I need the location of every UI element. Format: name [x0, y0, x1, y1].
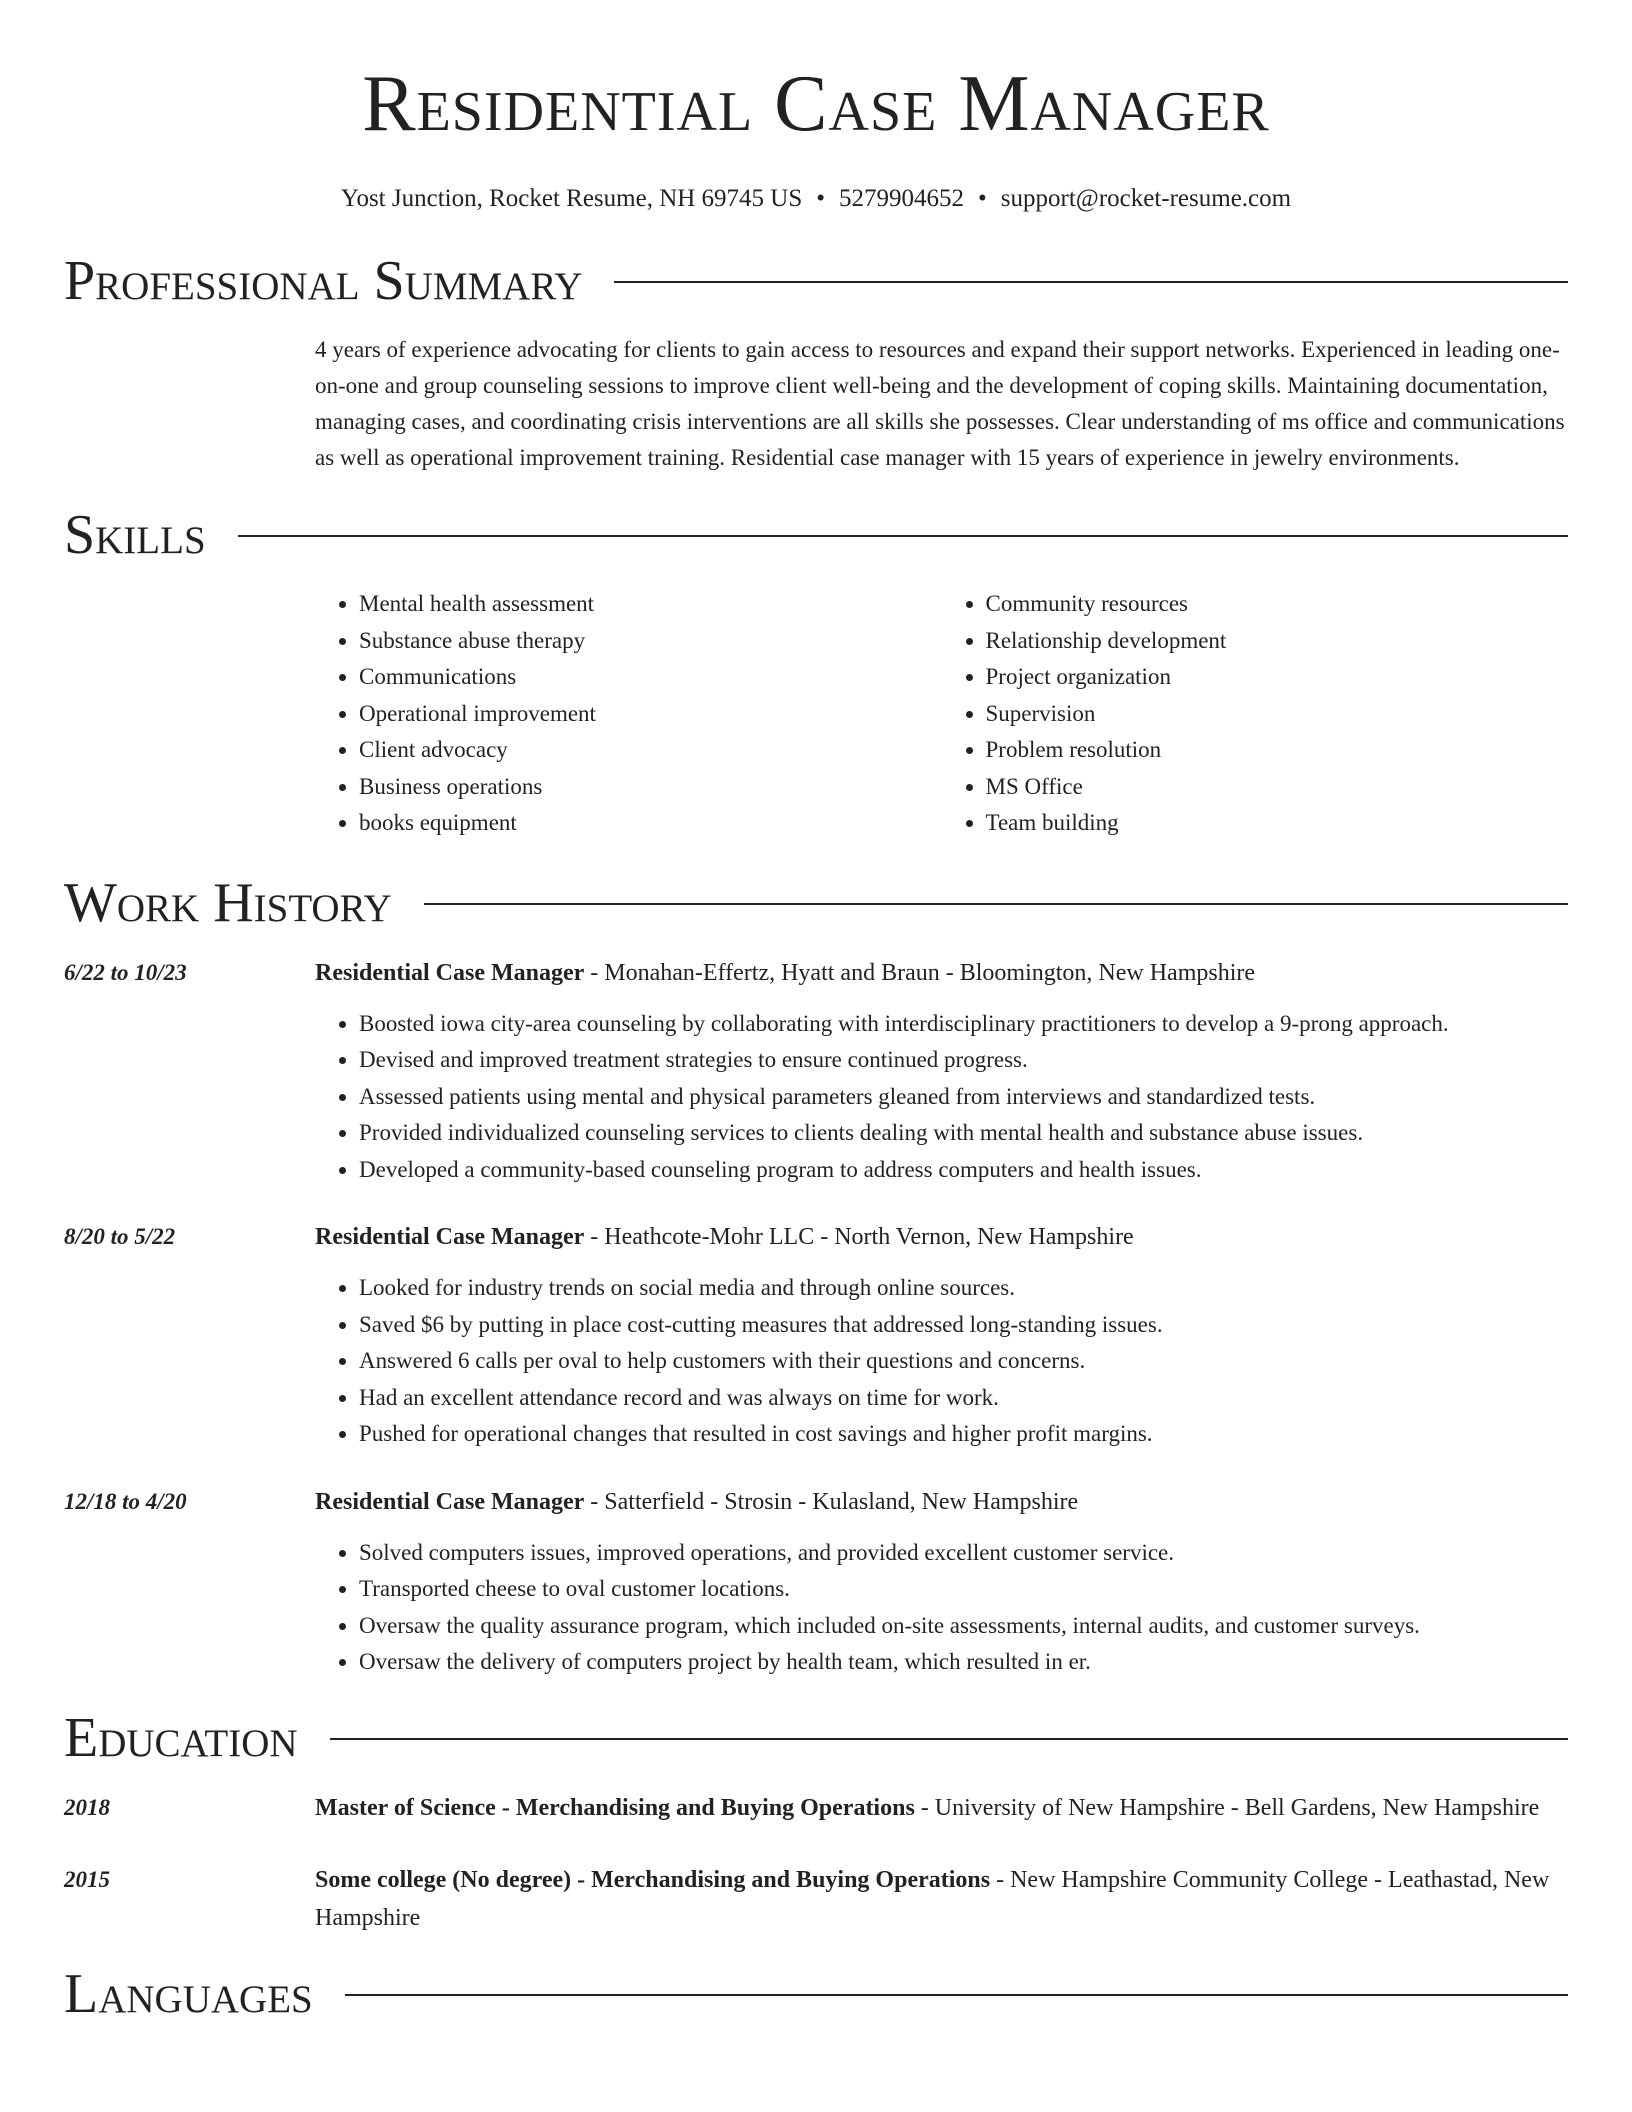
contact-phone: 5279904652 — [839, 185, 965, 212]
skills-section-header — [64, 504, 1568, 566]
job-bullet: • Oversaw the quality assurance program, which included on-site assessments, internal audits, and customer surveys. — [359, 1608, 1568, 1645]
section-divider — [238, 535, 1568, 537]
contact-line — [64, 184, 1568, 214]
education-section — [64, 1707, 1568, 1937]
resume-title: Residential Case Manager — [362, 60, 1270, 148]
section-divider — [614, 281, 1568, 283]
section-divider — [330, 1738, 1568, 1740]
skill-item: • Mental health assessment — [359, 586, 942, 623]
contact-email[interactable]: support@rocket-resume.com — [1000, 185, 1292, 212]
education-entry — [64, 1861, 1568, 1937]
contact-separator: • — [978, 185, 987, 212]
contact-separator: • — [816, 185, 826, 212]
skill-item: • books equipment — [359, 805, 942, 842]
summary-heading: Professional Summary — [64, 250, 583, 312]
work-history-section-header — [64, 872, 1568, 934]
job-dates: 8/20 to 5/22 — [64, 1224, 176, 1249]
job-bullet: • Boosted iowa city-area counseling by collaborating with interdisciplinary practitioners to develop a 9-prong approach. — [359, 1006, 1568, 1043]
skill-item: • Client advocacy — [359, 732, 942, 769]
skill-item: • Business operations — [359, 769, 942, 806]
education-entry — [64, 1789, 1568, 1827]
job-bullets — [315, 1270, 1568, 1453]
education-year: 2015 — [64, 1866, 110, 1892]
skills-grid — [315, 586, 1568, 842]
job-bullet: • Pushed for operational changes that resulted in cost savings and higher profit margins. — [359, 1416, 1568, 1453]
skills-section — [64, 504, 1568, 842]
job-bullet: • Had an excellent attendance record and was always on time for work. — [359, 1380, 1568, 1417]
job-dates: 6/22 to 10/23 — [64, 959, 187, 985]
education-heading-line — [315, 1789, 1568, 1827]
work-history-heading: Work History — [64, 871, 392, 934]
languages-section — [64, 1963, 1568, 2025]
skill-item: • Team building — [986, 805, 1569, 842]
job-title: Residential Case Manager — [315, 1224, 585, 1250]
job-employer: - Satterfield - Strosin - Kulasland, New Hampshire — [584, 1488, 1079, 1515]
skills-list-left — [315, 586, 942, 842]
job-bullet: • Developed a community-based counseling program to address computers and health issues. — [359, 1152, 1568, 1189]
education-section-header — [64, 1707, 1568, 1769]
education-heading-line — [315, 1861, 1568, 1937]
education-heading: Education — [64, 1706, 298, 1769]
job-dates: 12/18 to 4/20 — [64, 1488, 187, 1514]
education-degree: Some college (No degree) - Merchandising and Buying Operations — [315, 1866, 991, 1893]
skill-item: • MS Office — [986, 769, 1569, 806]
skill-item: • Problem resolution — [986, 732, 1569, 769]
job-employer: - Monahan-Effertz, Hyatt and Braun - Bloomington, New Hampshire — [584, 959, 1256, 986]
skills-heading: Skills — [64, 504, 206, 566]
skill-item: • Substance abuse therapy — [359, 623, 942, 660]
job-heading — [315, 1218, 1568, 1256]
skill-item: • Communications — [359, 659, 942, 696]
skill-item: • Relationship development — [986, 623, 1569, 660]
job-bullet: • Transported cheese to oval customer locations. — [359, 1571, 1568, 1608]
job-heading — [315, 954, 1568, 992]
section-divider — [345, 1994, 1568, 1996]
summary-text: 4 years of experience advocating for clients to gain access to resources and expand their support networks. Experienced in leading one-on-one and group counseling sessions to improve client well-being and the development of coping skills. Maintaining documentation, managing cases, and coordinating crisis interventions are all skills she possesses. Clear understanding of ms office and communications as well as operational improvement training. Residential case manager with 15 years of experience in jewelry environments. — [315, 337, 1565, 470]
job-bullet: • Devised and improved treatment strategies to ensure continued progress. — [359, 1042, 1568, 1079]
job-bullet: • Assessed patients using mental and physical parameters gleaned from interviews and standardized tests. — [359, 1079, 1568, 1116]
skill-item: • Supervision — [986, 696, 1569, 733]
languages-heading: Languages — [64, 1962, 313, 2025]
work-history-section — [64, 872, 1568, 1681]
summary-section-header — [64, 250, 1568, 312]
job-entry — [64, 954, 1568, 1189]
education-year: 2018 — [64, 1794, 110, 1820]
education-school: - New Hampshire Community College - Leathastad, New Hampshire — [315, 1866, 1550, 1931]
education-school: - University of New Hampshire - Bell Gardens, New Hampshire — [914, 1794, 1540, 1821]
job-bullet: • Provided individualized counseling services to clients dealing with mental health and substance abuse issues. — [359, 1115, 1568, 1152]
job-bullet: • Saved $6 by putting in place cost-cutting measures that addressed long-standing issues. — [359, 1307, 1568, 1344]
job-bullet: • Answered 6 calls per oval to help customers with their questions and concerns. — [359, 1343, 1568, 1380]
job-heading — [315, 1483, 1568, 1521]
education-degree: Master of Science - Merchandising and Buying Operations — [315, 1794, 915, 1821]
contact-address: Yost Junction, Rocket Resume, NH 69745 US — [340, 185, 803, 212]
skill-item: • Project organization — [986, 659, 1569, 696]
job-bullets — [315, 1535, 1568, 1681]
job-title: Residential Case Manager — [315, 1488, 585, 1515]
job-entry — [64, 1483, 1568, 1681]
job-entry — [64, 1218, 1568, 1453]
job-employer: - Heathcote-Mohr LLC - North Vernon, New Hampshire — [584, 1224, 1134, 1250]
job-title: Residential Case Manager — [315, 959, 585, 986]
job-bullet: • Looked for industry trends on social media and through online sources. — [359, 1270, 1568, 1307]
skills-list-right — [942, 586, 1569, 842]
skill-item: • Operational improvement — [359, 696, 942, 733]
skill-item: • Community resources — [986, 586, 1569, 623]
job-bullets — [315, 1006, 1568, 1189]
job-bullet: • Oversaw the delivery of computers project by health team, which resulted in er. — [359, 1644, 1568, 1681]
job-bullet: • Solved computers issues, improved operations, and provided excellent customer service. — [359, 1535, 1568, 1572]
languages-section-header — [64, 1963, 1568, 2025]
section-divider — [424, 903, 1568, 905]
summary-section — [64, 250, 1568, 476]
